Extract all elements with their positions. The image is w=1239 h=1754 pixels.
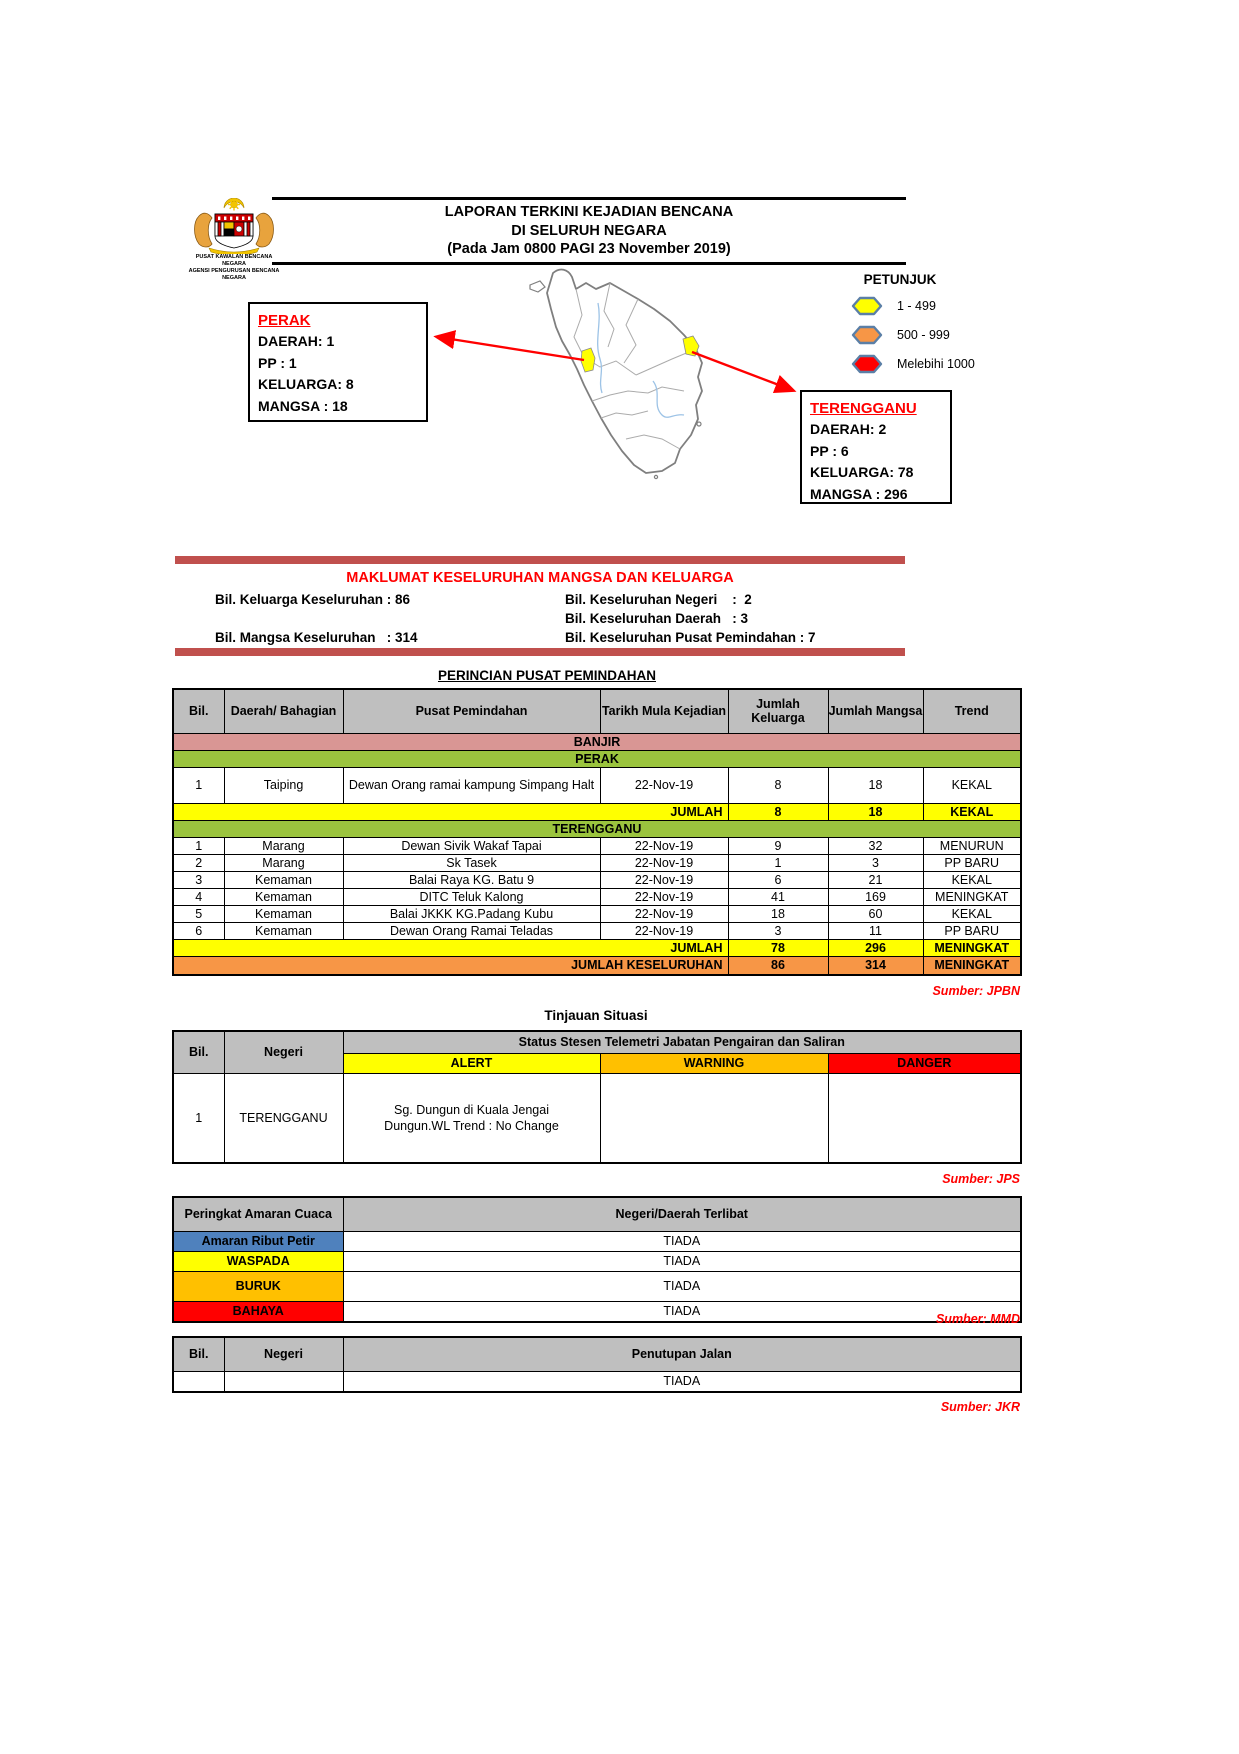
cell-mangsa: 169: [828, 888, 923, 905]
cell-trend: PP BARU: [923, 922, 1021, 939]
col-header-trend: Trend: [923, 689, 1021, 733]
cell-keluarga: 3: [728, 922, 828, 939]
state-label: TERENGGANU: [173, 820, 1021, 837]
table-row: [173, 1271, 1021, 1301]
cell-tarikh: 22-Nov-19: [600, 837, 728, 854]
state-row-terengganu: [173, 820, 1021, 837]
warning-header: WARNING: [600, 1053, 828, 1073]
legend-title: PETUNJUK: [863, 272, 937, 287]
cell-daerah: Taiping: [224, 767, 343, 803]
table-row: [173, 837, 1021, 854]
cell-trend: KEKAL: [923, 905, 1021, 922]
stat-negeri: Bil. Keseluruhan Negeri : 2: [565, 592, 752, 607]
cell-road: TIADA: [343, 1371, 1021, 1392]
total-keluarga: 8: [728, 803, 828, 820]
cell-keluarga: 8: [728, 767, 828, 803]
total-trend: KEKAL: [923, 803, 1021, 820]
cell-negeri: [224, 1371, 343, 1392]
telemetry-status-table: [172, 1030, 1022, 1164]
total-label: JUMLAH: [173, 803, 728, 820]
col-header-warning-level: Peringkat Amaran Cuaca: [173, 1197, 343, 1231]
grand-total-trend: MENINGKAT: [923, 956, 1021, 975]
cell-pusat: Dewan Orang ramai kampung Simpang Halt: [343, 767, 600, 803]
perak-callout-box: [248, 302, 428, 422]
cell-tarikh: 22-Nov-19: [600, 922, 728, 939]
category-row-banjir: [173, 733, 1021, 750]
cell-bil: 3: [173, 871, 224, 888]
cell-keluarga: 1: [728, 854, 828, 871]
perak-keluarga: KELUARGA: 8: [258, 376, 354, 392]
cell-keluarga: 9: [728, 837, 828, 854]
total-mangsa: 296: [828, 939, 923, 956]
stat-pusat-pemindahan: Bil. Keseluruhan Pusat Pemindahan : 7: [565, 630, 816, 645]
evacuation-centres-table: [172, 688, 1022, 976]
cell-negeri: TERENGGANU: [224, 1073, 343, 1163]
table-row: [173, 1231, 1021, 1251]
cell-trend: PP BARU: [923, 854, 1021, 871]
cell-mangsa: 11: [828, 922, 923, 939]
col-header-pusat: Pusat Pemindahan: [343, 689, 600, 733]
hexagon-orange-icon: [851, 325, 883, 345]
agency-logo-block: [188, 198, 280, 282]
telemetry-section-title: Tinjauan Situasi: [544, 1008, 648, 1023]
legend-item-label: 1 - 499: [897, 299, 936, 313]
table-row: [173, 1371, 1021, 1392]
source-jps: Sumber: JPS: [942, 1172, 1020, 1186]
terengganu-callout-box: [800, 390, 952, 504]
cell-keluarga: 41: [728, 888, 828, 905]
col-header-affected-area: Negeri/Daerah Terlibat: [343, 1197, 1021, 1231]
cell-area: TIADA: [343, 1231, 1021, 1251]
terengganu-daerah: DAERAH: 2: [810, 421, 887, 437]
cell-bil: 1: [173, 1073, 224, 1163]
col-header-bil: Bil.: [173, 689, 224, 733]
level-bahaya: BAHAYA: [173, 1301, 343, 1322]
table-row: [173, 854, 1021, 871]
grand-total-keluarga: 86: [728, 956, 828, 975]
table-row: [173, 905, 1021, 922]
total-trend: MENINGKAT: [923, 939, 1021, 956]
cell-pusat: Balai Raya KG. Batu 9: [343, 871, 600, 888]
perak-daerah: DAERAH: 1: [258, 333, 335, 349]
cell-bil: [173, 1371, 224, 1392]
cell-bil: 5: [173, 905, 224, 922]
cell-bil: 6: [173, 922, 224, 939]
col-header-bil: Bil.: [173, 1031, 224, 1073]
cell-daerah: Kemaman: [224, 871, 343, 888]
cell-mangsa: 32: [828, 837, 923, 854]
cell-pusat: Dewan Sivik Wakaf Tapai: [343, 837, 600, 854]
terengganu-total-row: [173, 939, 1021, 956]
cell-trend: KEKAL: [923, 767, 1021, 803]
col-header-tarikh: Tarikh Mula Kejadian: [600, 689, 728, 733]
terengganu-pp: PP : 6: [810, 442, 849, 459]
col-header-daerah: Daerah/ Bahagian: [224, 689, 343, 733]
report-title-line2: DI SELURUH NEGARA: [511, 222, 667, 239]
report-title-line3: (Pada Jam 0800 PAGI 23 November 2019): [447, 241, 731, 257]
cell-daerah: Kemaman: [224, 905, 343, 922]
separator-bar: [175, 556, 905, 564]
level-buruk: BURUK: [173, 1271, 343, 1301]
logo-caption-line2: AGENSI PENGURUSAN BENCANA NEGARA: [188, 268, 280, 281]
map-legend: [845, 272, 1025, 374]
weather-warning-table: [172, 1196, 1022, 1323]
cell-keluarga: 6: [728, 871, 828, 888]
cell-bil: 1: [173, 767, 224, 803]
cell-mangsa: 21: [828, 871, 923, 888]
cell-area: TIADA: [343, 1301, 1021, 1322]
grand-total-mangsa: 314: [828, 956, 923, 975]
table-header-row: [173, 1337, 1021, 1371]
level-ribut-petir: Amaran Ribut Petir: [173, 1231, 343, 1251]
cell-daerah: Marang: [224, 837, 343, 854]
col-header-keluarga: Jumlah Keluarga: [728, 689, 828, 733]
col-header-status: Status Stesen Telemetri Jabatan Pengairan dan Saliran: [343, 1031, 1021, 1053]
table-row: [173, 1073, 1021, 1163]
cell-area: TIADA: [343, 1271, 1021, 1301]
total-mangsa: 18: [828, 803, 923, 820]
cell-trend: MENINGKAT: [923, 888, 1021, 905]
perak-mangsa: MANGSA : 18: [258, 397, 348, 414]
cell-daerah: Kemaman: [224, 888, 343, 905]
cell-daerah: Marang: [224, 854, 343, 871]
cell-tarikh: 22-Nov-19: [600, 905, 728, 922]
separator-bar: [175, 648, 905, 656]
col-header-road-closure: Penutupan Jalan: [343, 1337, 1021, 1371]
perak-total-row: [173, 803, 1021, 820]
cell-pusat: Dewan Orang Ramai Teladas: [343, 922, 600, 939]
cell-tarikh: 22-Nov-19: [600, 767, 728, 803]
cell-pusat: Balai JKKK KG.Padang Kubu: [343, 905, 600, 922]
header-top-rule: [272, 197, 906, 200]
cell-bil: 2: [173, 854, 224, 871]
legend-item-3: [845, 354, 1025, 374]
danger-header: DANGER: [828, 1053, 1021, 1073]
table-row: [173, 922, 1021, 939]
col-header-mangsa: Jumlah Mangsa: [828, 689, 923, 733]
cell-mangsa: 18: [828, 767, 923, 803]
category-label: BANJIR: [173, 733, 1021, 750]
table-row: [173, 871, 1021, 888]
cell-tarikh: 22-Nov-19: [600, 888, 728, 905]
cell-pusat: DITC Teluk Kalong: [343, 888, 600, 905]
logo-caption-line1: PUSAT KAWALAN BENCANA NEGARA: [195, 254, 273, 267]
col-header-negeri: Negeri: [224, 1337, 343, 1371]
col-header-negeri: Negeri: [224, 1031, 343, 1073]
total-keluarga: 78: [728, 939, 828, 956]
state-row-perak: [173, 750, 1021, 767]
level-waspada: WASPADA: [173, 1251, 343, 1271]
cell-tarikh: 22-Nov-19: [600, 871, 728, 888]
table-row: [173, 1251, 1021, 1271]
terengganu-keluarga: KELUARGA: 78: [810, 464, 914, 480]
cell-area: TIADA: [343, 1251, 1021, 1271]
perak-callout-title: PERAK: [258, 312, 311, 329]
grand-total-row: [173, 956, 1021, 975]
road-closure-table: [172, 1336, 1022, 1393]
terengganu-callout-title: TERENGGANU: [810, 400, 917, 417]
evacuation-table-title: PERINCIAN PUSAT PEMINDAHAN: [437, 668, 656, 683]
col-header-bil: Bil.: [173, 1337, 224, 1371]
cell-tarikh: 22-Nov-19: [600, 854, 728, 871]
terengganu-mangsa: MANGSA : 296: [810, 485, 908, 502]
cell-trend: MENURUN: [923, 837, 1021, 854]
table-header-row: [173, 1031, 1021, 1053]
legend-item-label: 500 - 999: [897, 328, 950, 342]
hexagon-red-icon: [851, 354, 883, 374]
stat-daerah: Bil. Keseluruhan Daerah : 3: [565, 611, 749, 626]
cell-bil: 1: [173, 837, 224, 854]
cell-bil: 4: [173, 888, 224, 905]
summary-section-title: MAKLUMAT KESELURUHAN MANGSA DAN KELUARGA: [346, 570, 734, 586]
table-header-row: [173, 1197, 1021, 1231]
cell-warning-station: [600, 1073, 828, 1163]
report-title: [272, 203, 906, 259]
stat-keluarga-keseluruhan: Bil. Keluarga Keseluruhan : 86: [215, 592, 411, 607]
grand-total-label: JUMLAH KESELURUHAN: [173, 956, 728, 975]
legend-item-1: [845, 296, 1025, 316]
cell-keluarga: 18: [728, 905, 828, 922]
malaysia-coat-of-arms-logo: [191, 198, 277, 254]
perak-pp: PP : 1: [258, 354, 297, 371]
table-row: [173, 767, 1021, 803]
cell-mangsa: 60: [828, 905, 923, 922]
cell-daerah: Kemaman: [224, 922, 343, 939]
legend-item-2: [845, 325, 1025, 345]
source-jpbn: Sumber: JPBN: [932, 984, 1020, 998]
cell-alert-station: Sg. Dungun di Kuala Jengai Dungun.WL Trend : No Change: [343, 1073, 600, 1163]
stat-mangsa-keseluruhan: Bil. Mangsa Keseluruhan : 314: [215, 630, 418, 645]
alert-header: ALERT: [343, 1053, 600, 1073]
table-header-row: [173, 689, 1021, 733]
total-label: JUMLAH: [173, 939, 728, 956]
source-jkr: Sumber: JKR: [940, 1400, 1020, 1414]
cell-trend: KEKAL: [923, 871, 1021, 888]
cell-mangsa: 3: [828, 854, 923, 871]
cell-pusat: Sk Tasek: [343, 854, 600, 871]
report-title-line1: LAPORAN TERKINI KEJADIAN BENCANA: [444, 204, 734, 220]
table-row: [173, 888, 1021, 905]
legend-item-label: Melebihi 1000: [897, 357, 975, 371]
hexagon-yellow-icon: [851, 296, 883, 316]
cell-danger-station: [828, 1073, 1021, 1163]
source-mmd: Sumber: MMD: [935, 1312, 1020, 1326]
state-label: PERAK: [173, 750, 1021, 767]
peninsular-malaysia-map: [448, 263, 730, 481]
